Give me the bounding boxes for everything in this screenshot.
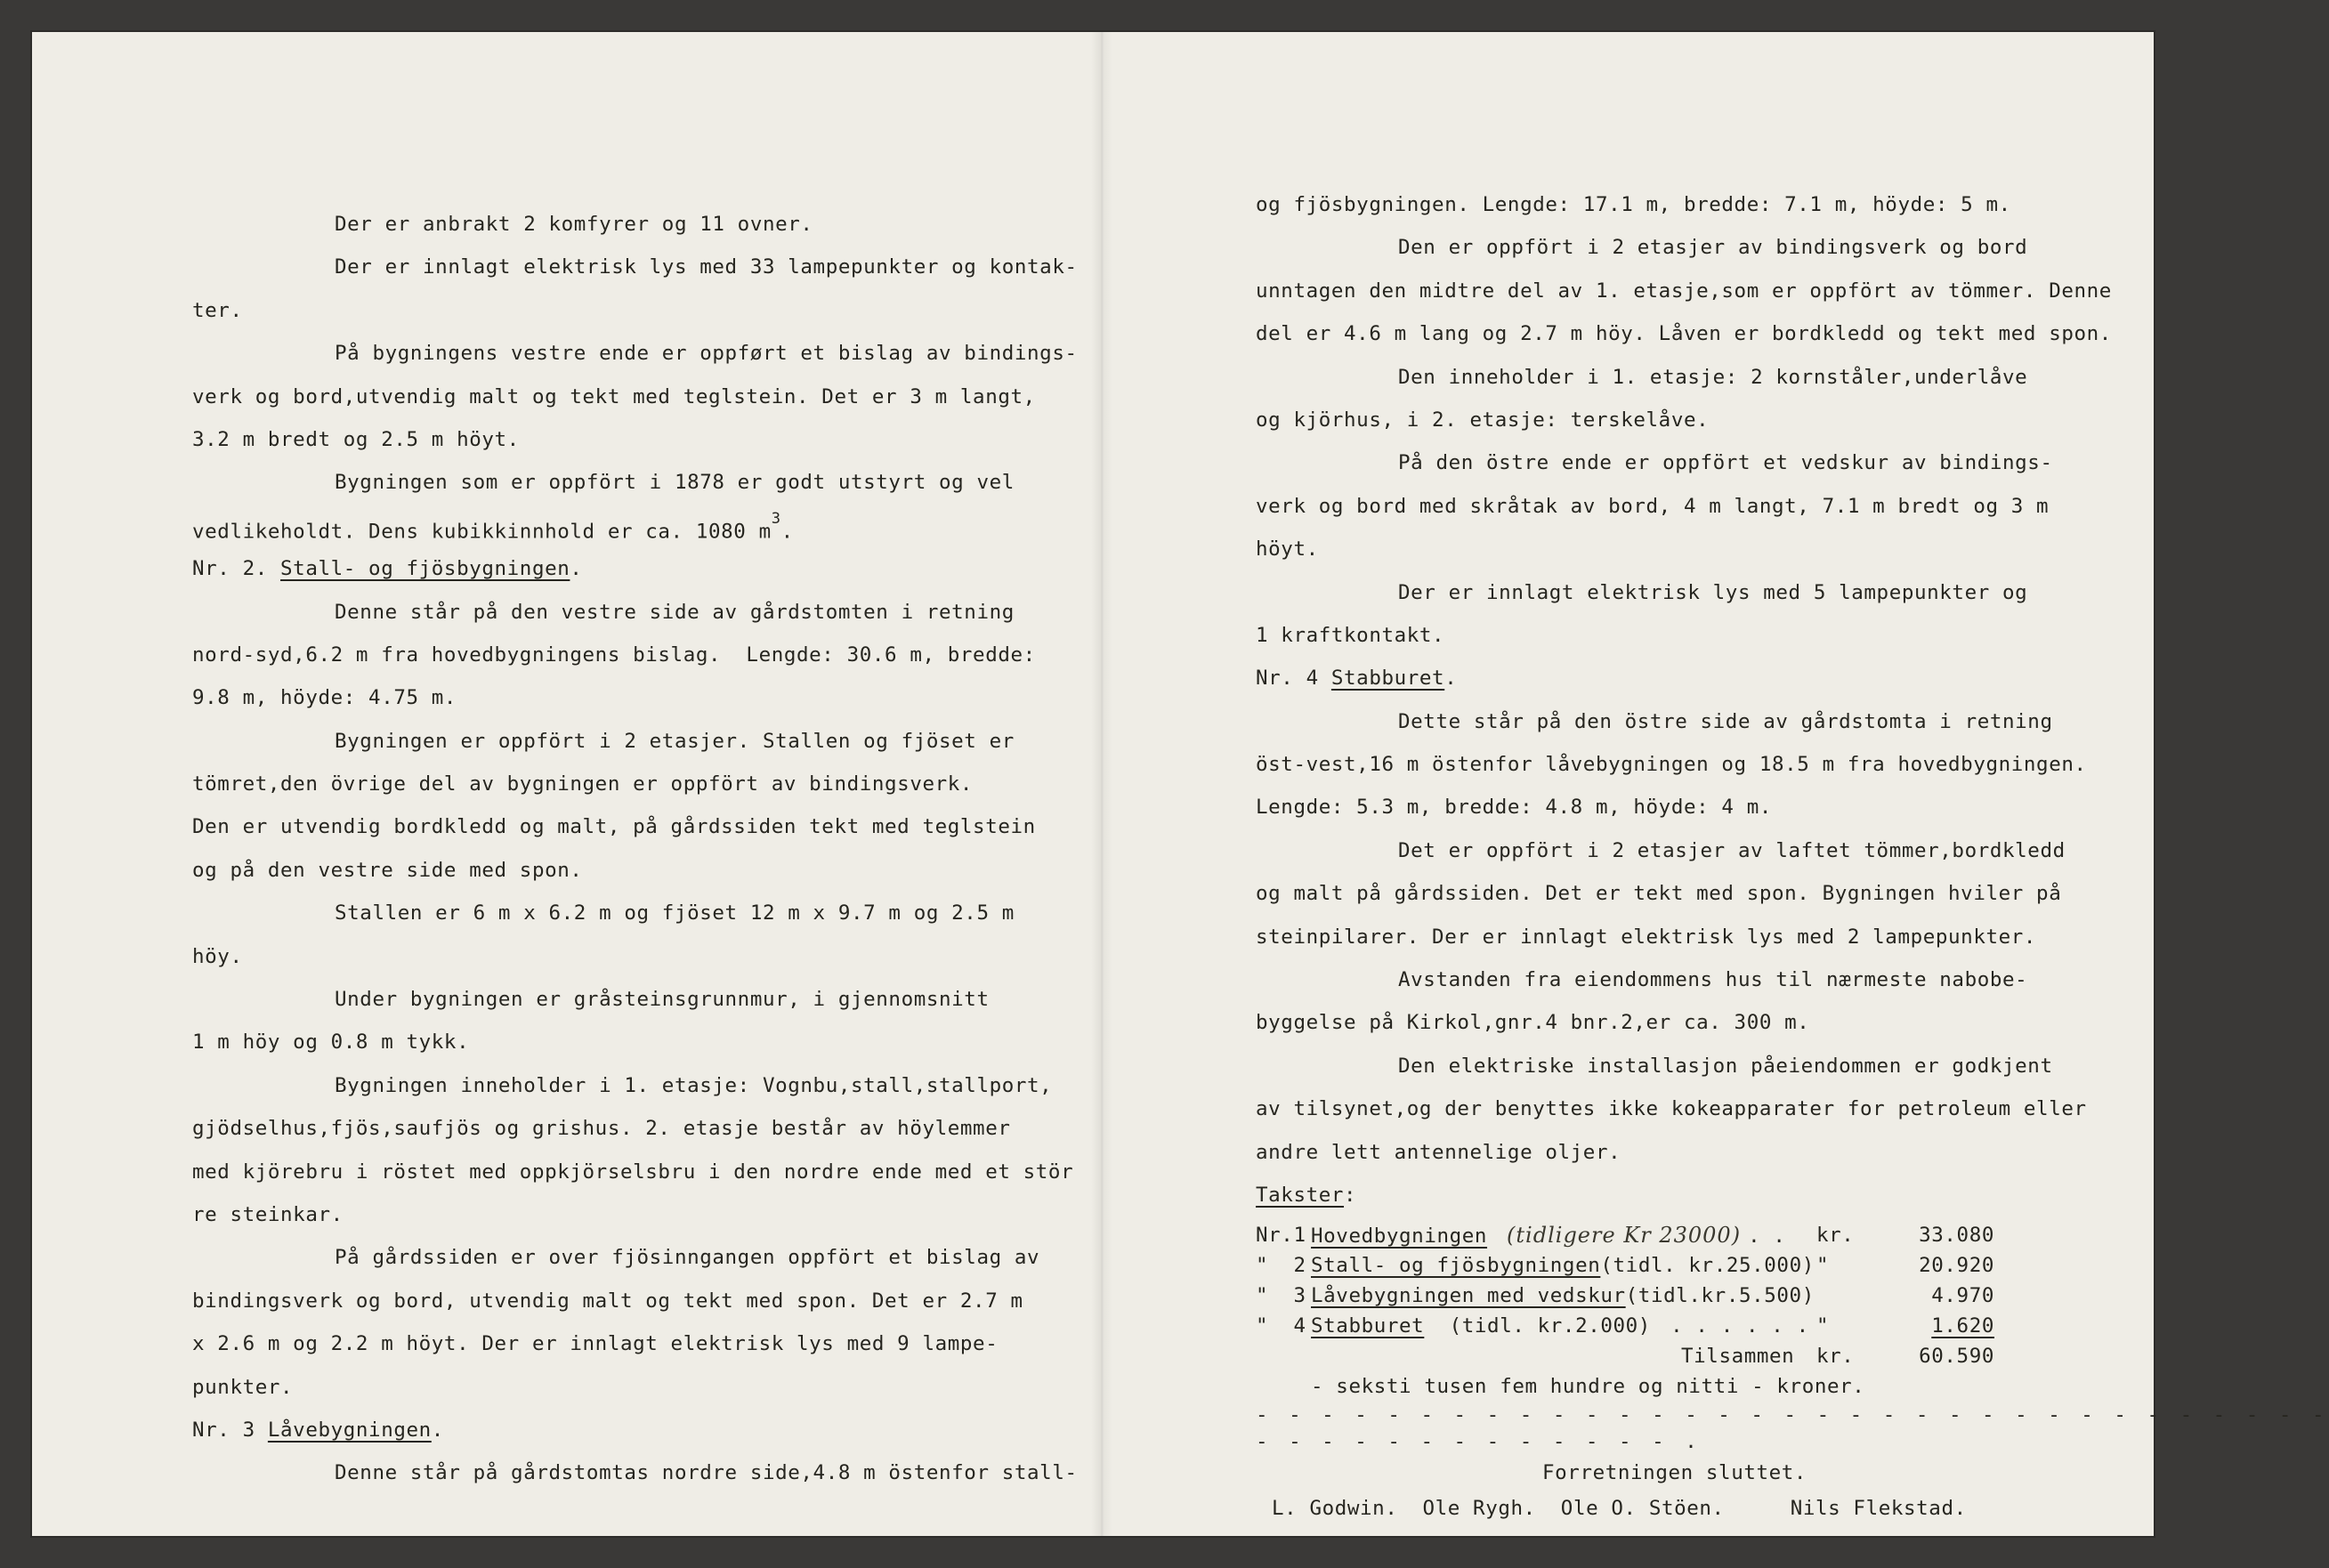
takster-nr: Nr.1 [1256,1224,1306,1248]
text-line [192,1451,1127,1494]
line-text: Der er innlagt elektrisk lys med 5 lampepunkter og [1398,580,2028,604]
section-heading: Stall- og fjösbygningen [280,557,570,581]
line-text: vedlikeholdt. Dens kubikkinnhold er ca. 1080 m [192,520,772,544]
takster-amount: 33.080 [1919,1224,1994,1248]
text-line [192,1107,1127,1150]
line-text: Den inneholder i 1. etasje: 2 kornståler,underlåve [1398,365,2028,389]
line-text: x 2.6 m og 2.2 m höyt. Der er innlagt elektrisk lys med 9 lampe- [192,1332,999,1356]
text-line [192,1280,1127,1322]
text-line [1256,1174,2057,1216]
line-text: byggelse på Kirkol,gnr.4 bnr.2,er ca. 300 m. [1256,1011,1810,1035]
text-line [192,289,1127,332]
text-line [1256,786,2057,828]
line-suffix: : [1344,1183,1357,1207]
takster-kr: kr. [1816,1224,1855,1248]
dash-line-2: - - - - - - - - - - - - - . [1256,1430,1702,1454]
takster-nr: " 3 [1256,1284,1306,1308]
takster-building: Hovedbygningen [1311,1224,1488,1249]
text-line [192,1366,1127,1409]
line-text: Nr. 4 [1256,667,1331,691]
takster-building: Stall- og fjösbygningen [1311,1254,1601,1278]
line-text: öst-vest,16 m östenfor låvebygningen og 18.5 m fra hovedbygningen. [1256,753,2087,777]
line-text: Avstanden fra eiendommens hus til nærmeste nabobe- [1398,968,2028,992]
takster-description [1311,1311,1816,1341]
text-line [1256,441,2057,484]
text-line [1256,399,2057,441]
line-text: 3.2 m bredt og 2.5 m höyt. [192,427,520,451]
line-text: 9.8 m, höyde: 4.75 m. [192,686,457,710]
text-line [192,418,1127,461]
text-line [192,1021,1127,1063]
line-text: og fjösbygningen. Lengde: 17.1 m, bredde: 7.1 m, höyde: 5 m. [1256,193,2011,216]
text-line [1256,916,2057,958]
text-line [192,1236,1127,1279]
takster-nr: " 2 [1256,1254,1306,1278]
text-line [1256,270,2112,312]
line-text: Den elektriske installasjon påeiendommen er godkjent [1398,1054,2053,1078]
text-line [192,376,1127,418]
line-text: Det er oppfört i 2 etasjer av laftet tömmer,bordkledd [1398,838,2066,862]
takster-kr: " [1816,1314,1830,1338]
takster-note: (tidl.kr.5.500) [1625,1284,1815,1308]
takster-amount: 4.970 [1931,1284,1994,1308]
text-line [1256,356,2057,399]
text-line [1256,312,2112,355]
text-line [1256,958,2057,1001]
text-line [192,1064,1127,1107]
line-text: Nr. 2. [192,557,281,581]
text-line [1256,743,2087,786]
takster-row [1256,1250,2057,1281]
line-text: Den er utvendig bordkledd og malt, på gårdssiden tekt med teglstein [192,815,1036,839]
line-text: med kjörebru i röstet med oppkjörselsbru i den nordre ende med et stör [192,1160,1074,1184]
right-text [1256,183,2112,1216]
takster-row [1256,1281,2057,1311]
takster-note: (tidligere Kr 23000) [1507,1223,1742,1249]
total-kr: kr. [1816,1345,1855,1369]
text-line [192,461,1127,504]
line-text: Der er anbrakt 2 komfyrer og 11 ovner. [335,213,813,236]
line-text: höyt. [1256,537,1319,562]
text-line [192,1193,1127,1236]
text-line [1256,1087,2087,1130]
line-text: punkter. [192,1375,294,1399]
line-text: Dette står på den östre side av gårdstomta i retning [1398,709,2053,733]
signature: Nils Flekstad. [1790,1497,1967,1521]
text-line [192,720,1127,763]
text-line [192,505,1127,547]
text-line [192,1322,1127,1365]
text-line [192,1151,1127,1193]
line-text: og på den vestre side med spon. [192,858,583,882]
takster-description [1311,1250,1816,1281]
signatures [1256,1491,2057,1526]
superscript: 3 [771,509,781,528]
line-text: Bygningen er oppfört i 2 etasjer. Stallen og fjöset er [335,729,1015,753]
line-text: Bygningen som er oppfört i 1878 er godt utstyrt og vel [335,471,1015,495]
takster-kr [1816,1281,1905,1311]
line-text: Denne står på gårdstomtas nordre side,4.8 m östenfor stall- [335,1461,1078,1485]
right-page [1256,183,2329,1526]
text-line [192,978,1127,1021]
line-text: ter. [192,298,243,322]
takster-note: (tidl. kr.25.000) [1600,1254,1815,1278]
line-text: re steinkar. [192,1202,344,1226]
line-text: unntagen den midtre del av 1. etasje,som er oppfört av tömmer. Denne [1256,279,2112,303]
text-line [1256,700,2057,743]
line-text: del er 4.6 m lang og 2.7 m höy. Låven er bordkledd og tekt med spon. [1256,322,2112,346]
line-text: verk og bord,utvendig malt og tekt med teglstein. Det er 3 m langt, [192,384,1036,408]
line-text: På den östre ende er oppfört et vedskur av bindings- [1398,451,2053,475]
line-text: bindingsverk og bord, utvendig malt og tekt med spon. Det er 2.7 m [192,1289,1023,1313]
section-heading: Takster [1256,1183,1345,1207]
takster-amount: 1.620 [1931,1314,1994,1338]
text-line [192,676,1127,719]
text-line [1256,872,2062,915]
section-heading: Stabburet [1330,667,1445,691]
amount-in-words: - seksti tusen fem hundre og nitti - kroner. [1311,1375,1865,1399]
text-line [192,849,1127,892]
takster-nr: " 4 [1256,1314,1306,1338]
line-text: Lengde: 5.3 m, bredde: 4.8 m, höyde: 4 m. [1256,796,1772,820]
line-text: gjödselhus,fjös,saufjös og grishus. 2. etasje består av höylemmer [192,1117,1011,1141]
closing-line: Forretningen sluttet. [1542,1461,1807,1485]
text-line [1256,1045,2057,1087]
text-line [1256,657,2057,699]
takster-amount: 20.920 [1919,1254,1994,1278]
line-text: steinpilarer. Der er innlagt elektrisk lys med 2 lampepunkter. [1256,925,2037,949]
line-text: nord-syd,6.2 m fra hovedbygningens bislag. Lengde: 30.6 m, bredde: [192,643,1036,667]
line-text: andre lett antennelige oljer. [1256,1140,1621,1164]
line-text: verk og bord med skråtak av bord, 4 m langt, 7.1 m bredt og 3 m [1256,494,2050,518]
text-line [192,591,1127,634]
takster-note: (tidl. kr.2.000) [1424,1314,1651,1338]
line-text: Den er oppfört i 2 etasjer av bindingsverk og bord [1398,236,2028,260]
text-line [1256,614,2057,657]
text-line [1256,183,2057,226]
document-sheet [32,32,2329,1536]
text-line [192,203,1127,246]
text-line [192,332,1127,375]
line-text: 1 kraftkontakt. [1256,623,1445,647]
text-line [1256,485,2057,528]
text-line [192,634,1127,676]
line-text: og malt på gårdssiden. Det er tekt med spon. Bygningen hviler på [1256,882,2062,906]
line-suffix: . [1444,667,1458,691]
takster-dots: . . [1748,1224,1786,1249]
total-row [1256,1341,2057,1371]
text-line [1256,571,2057,614]
text-line [192,935,1127,978]
signature: Ole Rygh. [1422,1497,1536,1521]
line-text: Stallen er 6 m x 6.2 m og fjöset 12 m x 9.7 m og 2.5 m [335,901,1015,925]
line-text: Bygningen inneholder i 1. etasje: Vognbu,stall,stallport, [335,1073,1053,1097]
line-text: höy. [192,944,243,968]
total-amount: 60.590 [1919,1345,1994,1369]
takster-description [1311,1281,1816,1311]
text-line [192,805,1127,848]
left-page [192,203,1127,1495]
takster-building: Låvebygningen med vedskur [1311,1284,1626,1308]
text-line [192,246,1127,288]
line-text: Nr. 3 [192,1418,268,1442]
text-line [192,547,1127,590]
line-text: På bygningens vestre ende er oppført et bislag av bindings- [335,342,1078,366]
line-suffix: . [570,557,583,581]
text-line [1256,226,2057,269]
text-line [192,892,1127,934]
text-line [192,763,1127,805]
takster-dots: . . . . . . [1657,1314,1809,1338]
takster-description [1311,1220,1816,1250]
line-suffix: . [431,1418,444,1442]
signature: Ole O. Stöen. [1560,1497,1725,1521]
takster-table [1256,1220,2329,1526]
line-text: og kjörhus, i 2. etasje: terskelåve. [1256,408,1710,432]
line-text: Under bygningen er gråsteinsgrunnmur, i gjennomsnitt [335,988,990,1012]
section-heading: Låvebygningen [267,1418,432,1442]
text-line [192,1409,1127,1451]
line-text: Der er innlagt elektrisk lys med 33 lampepunkter og kontak- [335,255,1078,279]
text-line [1256,829,2066,872]
line-text: av tilsynet,og der benyttes ikke kokeapparater for petroleum eller [1256,1097,2087,1121]
signature: L. Godwin. [1272,1497,1398,1521]
takster-building: Stabburet [1311,1314,1425,1338]
takster-row [1256,1311,2057,1341]
dash-line-1: - - - - - - - - - - - - - - - - - - - - - - - - - - - - - - - - - [1256,1403,2329,1427]
line-text: Denne står på den vestre side av gårdstomten i retning [335,600,1015,624]
takster-kr: " [1816,1254,1830,1278]
line-suffix: . [780,520,794,544]
line-text: 1 m höy og 0.8 m tykk. [192,1031,470,1055]
takster-row [1256,1220,2057,1250]
text-line [1256,1001,2057,1044]
text-line [1256,528,2057,570]
line-text: På gårdssiden er over fjösinngangen oppfört et bislag av [335,1246,1040,1270]
line-text: tömret,den övrige del av bygningen er oppfört av bindingsverk. [192,772,974,796]
text-line [1256,1131,2057,1174]
total-label: Tilsammen [1681,1345,1795,1369]
